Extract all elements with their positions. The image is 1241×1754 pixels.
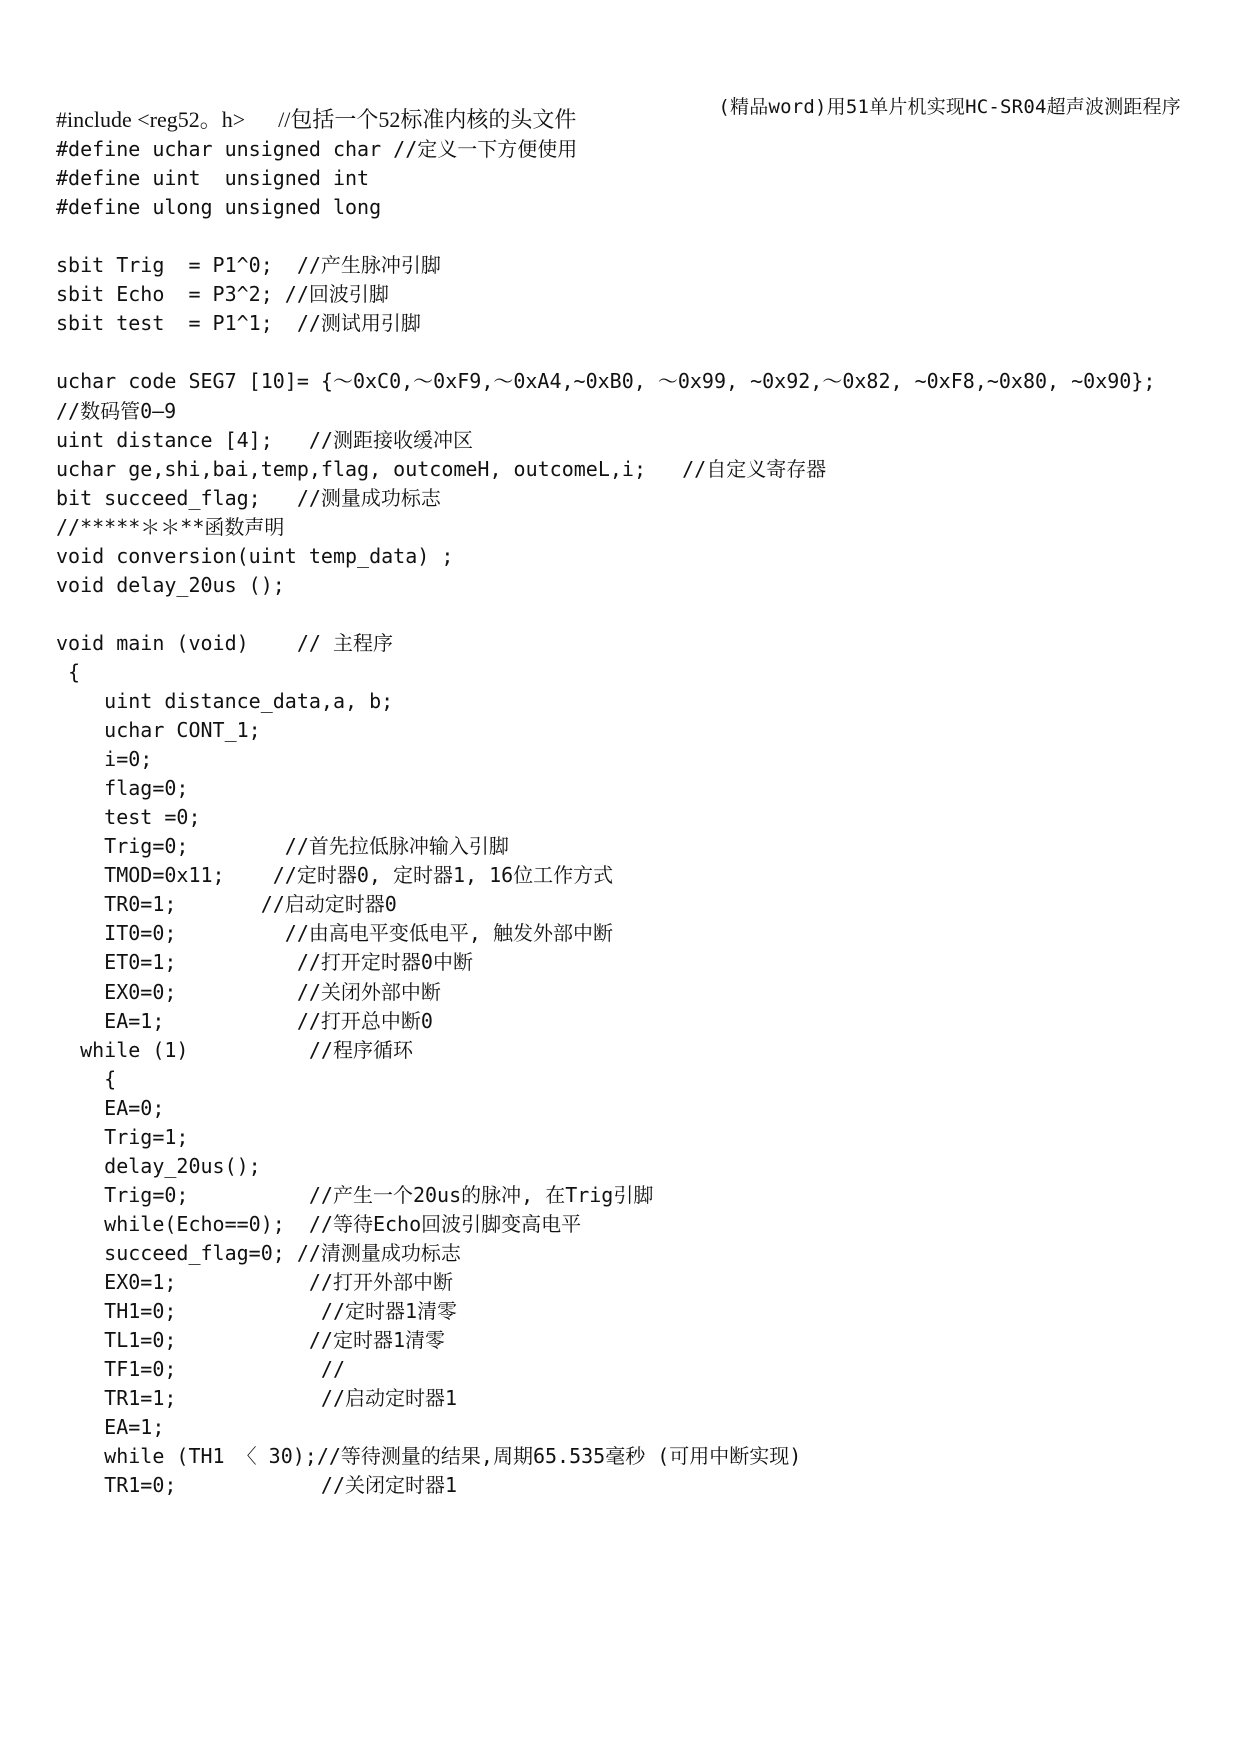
code-line: { (56, 659, 81, 684)
code-line: sbit Echo = P3^2; //回波引脚 (56, 282, 389, 307)
code-line: TL1=0; //定时器1清零 (56, 1328, 445, 1353)
code-line: EX0=0; //关闭外部中断 (56, 979, 441, 1004)
code-line: succeed_flag=0; //清测量成功标志 (56, 1240, 461, 1265)
code-line: while(Echo==0); //等待Echo回波引脚变高电平 (56, 1211, 582, 1236)
code-line: Trig=0; //产生一个20us的脉冲, 在Trig引脚 (56, 1182, 654, 1207)
code-line: EA=1; //打开总中断0 (56, 1008, 433, 1033)
code-line: TH1=0; //定时器1清零 (56, 1299, 458, 1324)
code-line: i=0; (56, 747, 153, 772)
code-line: Trig=1; (56, 1124, 189, 1149)
code-line: TR0=1; //启动定时器0 (56, 892, 397, 917)
code-line: IT0=0; //由高电平变低电平, 触发外部中断 (56, 921, 613, 946)
code-line: while (TH1 〈 30);//等待测量的结果,周期65.535毫秒 (可用中断实现) (56, 1444, 802, 1469)
code-line: test =0; (56, 805, 201, 830)
code-line: uint distance [4]; //测距接收缓冲区 (56, 427, 473, 452)
code-line: #define uchar unsigned char //定义一下方便使用 (56, 137, 578, 162)
page-header: (精品word)用51单片机实现HC-SR04超声波测距程序 (718, 96, 1181, 118)
code-line: void main (void) // 主程序 (56, 630, 393, 655)
code-line: #define uint unsigned int (56, 166, 370, 191)
code-line: uchar ge,shi,bai,temp,flag, outcomeH, outcomeL,i; //自定义寄存器 (56, 456, 827, 481)
code-line: uchar code SEG7 [10]= {～0xC0,～0xF9,～0xA4,~0xB0, ～0x99, ~0x92,～0x82, ~0xF8,~0x80, ~0x90}; (56, 369, 1156, 394)
code-line: //*****＊＊**函数声明 (56, 514, 285, 539)
code-line: TF1=0; // (56, 1357, 345, 1382)
code-line: EX0=1; //打开外部中断 (56, 1270, 453, 1294)
code-line: TMOD=0x11; //定时器0, 定时器1, 16位工作方式 (56, 863, 614, 888)
code-line: TR1=1; //启动定时器1 (56, 1386, 458, 1411)
code-line: void conversion(uint temp_data) ; (56, 543, 454, 568)
code-line: void delay_20us (); (56, 572, 285, 597)
code-line: EA=1; (56, 1415, 165, 1440)
code-line: uint distance_data,a, b; (56, 689, 394, 713)
code-line: sbit Trig = P1^0; //产生脉冲引脚 (56, 253, 441, 278)
code-line: Trig=0; //首先拉低脉冲输入引脚 (56, 834, 509, 859)
code-line: EA=0; (56, 1095, 165, 1120)
code-line: while (1) //程序循环 (56, 1037, 413, 1062)
code-line: //数码管0—9 (56, 398, 177, 423)
code-line: delay_20us(); (56, 1153, 261, 1178)
code-line: sbit test = P1^1; //测试用引脚 (56, 311, 421, 336)
code-line: flag=0; (56, 776, 189, 801)
code-line: ET0=1; //打开定时器0中断 (56, 950, 473, 975)
code-line: TR1=0; //关闭定时器1 (56, 1473, 458, 1498)
code-line: uchar CONT_1; (56, 718, 261, 743)
code-line: { (56, 1066, 117, 1091)
code-line: bit succeed_flag; //测量成功标志 (56, 485, 441, 510)
code-line: #include <reg52。h> //包括一个52标准内核的头文件 (56, 107, 577, 132)
code-line: #define ulong unsigned long (56, 195, 382, 220)
